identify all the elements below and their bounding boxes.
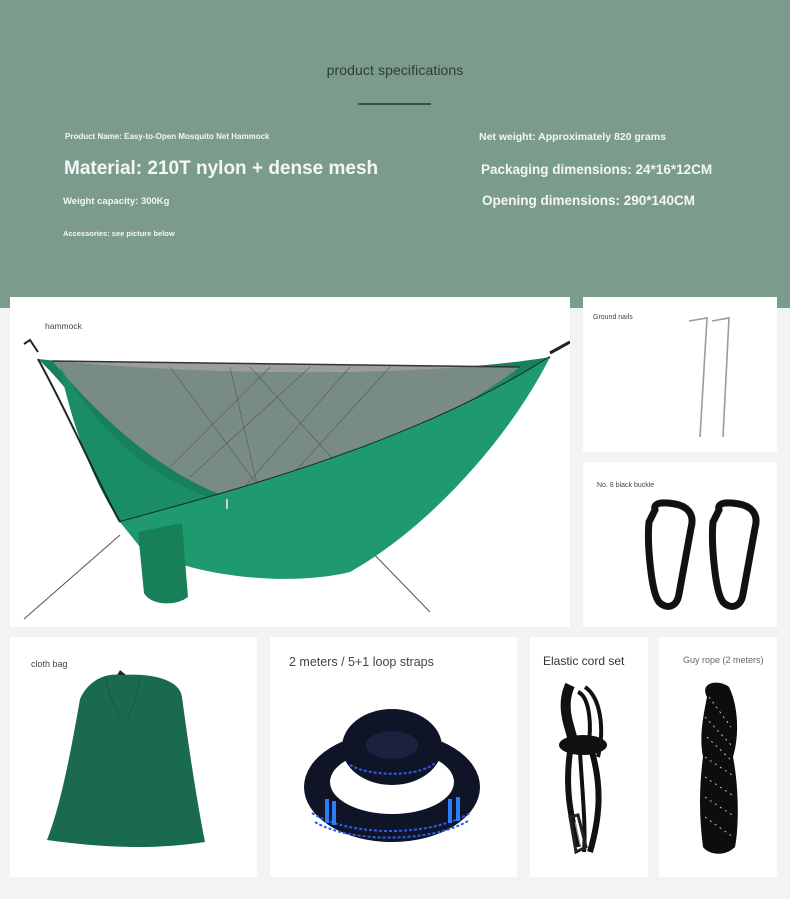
elastic-cord-image	[530, 637, 648, 877]
elastic-cord-label: Elastic cord set	[543, 654, 625, 668]
spec-accessories: Accessories: see picture below	[63, 229, 175, 238]
cloth-bag-image	[10, 637, 257, 877]
cloth-bag-card	[10, 637, 257, 877]
spec-header-band	[0, 0, 790, 308]
hammock-label: hammock	[45, 321, 82, 331]
cloth-bag-label: cloth bag	[31, 659, 68, 669]
spec-material: Material: 210T nylon + dense mesh	[64, 158, 379, 179]
spec-opening-dimensions: Opening dimensions: 290*140CM	[482, 193, 696, 208]
ground-nails-label: Ground nails	[593, 314, 633, 321]
ground-nails-card	[583, 297, 777, 452]
spec-net-weight: Net weight: Approximately 820 grams	[479, 131, 666, 143]
guy-rope-card	[659, 637, 777, 877]
guy-rope-label: Guy rope (2 meters)	[683, 655, 764, 665]
hammock-image	[10, 297, 570, 627]
loop-straps-label: 2 meters / 5+1 loop straps	[289, 655, 434, 669]
spec-product-name: Product Name: Easy-to-Open Mosquito Net Hammock	[65, 132, 270, 141]
loop-straps-card	[270, 637, 517, 877]
section-title: product specifications	[326, 62, 464, 78]
carabiner-image	[583, 462, 777, 627]
guy-rope-image	[659, 637, 777, 877]
buckle-label: No. 8 black buckle	[597, 482, 655, 489]
spec-packaging-dimensions: Packaging dimensions: 24*16*12CM	[481, 162, 713, 177]
ground-nails-image	[583, 297, 777, 452]
hammock-card	[10, 297, 570, 627]
elastic-cord-card	[530, 637, 648, 877]
loop-straps-image	[270, 637, 517, 877]
spec-weight-capacity: Weight capacity: 300Kg	[63, 196, 170, 207]
title-underline	[358, 103, 431, 105]
buckle-card	[583, 462, 777, 627]
